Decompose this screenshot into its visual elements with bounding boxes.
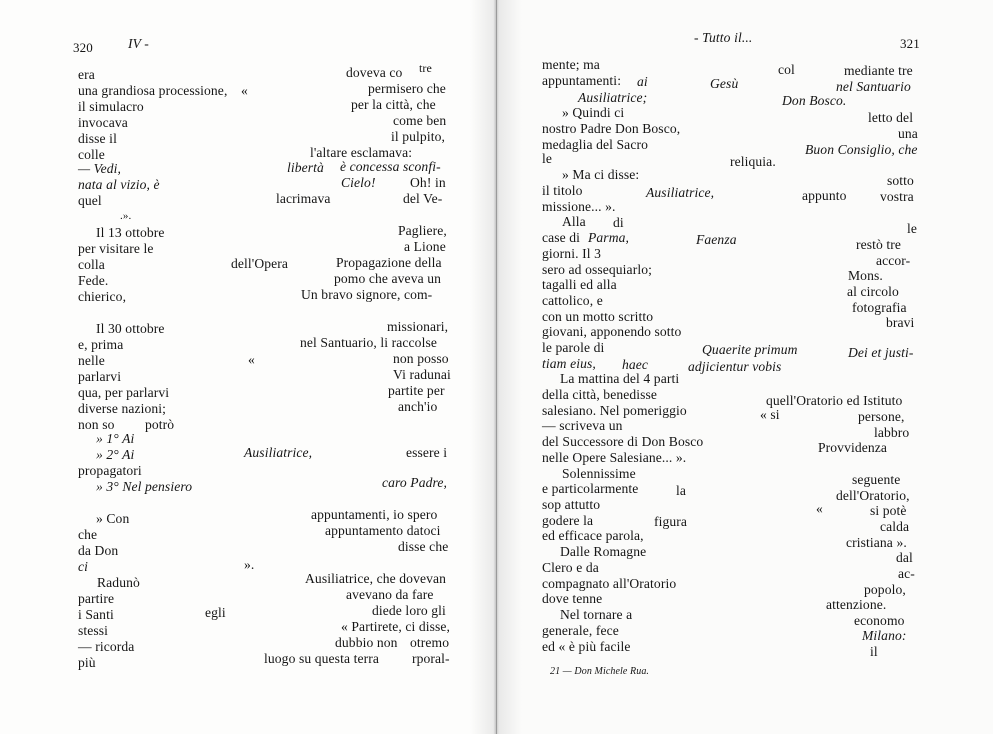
right-line-9d: vostra — [880, 189, 914, 204]
right-line-28c: dell'Oratorio, — [836, 488, 910, 503]
left-line-32b: avevano da fare — [346, 587, 434, 602]
right-line-37b: Milano: — [862, 628, 907, 643]
right-line-25a: del Successore di Don Bosco — [542, 434, 704, 449]
right-line-36a: Nel tornare a — [560, 607, 633, 622]
left-line-33b: egli — [205, 605, 226, 620]
right-line-33b: ac- — [898, 566, 915, 581]
left-line-3a: il simulacro — [78, 99, 144, 114]
left-line-7b: libertà — [287, 160, 324, 175]
left-line-30b: ». — [244, 557, 255, 572]
right-line-34b: popolo, — [864, 582, 906, 597]
left-line-29b: disse che — [398, 539, 449, 554]
right-line-1b: col — [778, 62, 795, 77]
right-line-37a: generale, fece — [542, 623, 619, 638]
left-line-7c: è concessa sconfi- — [340, 159, 441, 174]
left-line-34a: stessi — [78, 623, 109, 638]
right-line-19b: Quaerite primum — [702, 342, 798, 357]
right-line-20b: haec — [622, 357, 649, 372]
right-line-12a: case di — [542, 230, 581, 245]
right-line-15b: al circolo — [847, 284, 899, 299]
left-line-1b: doveva co — [346, 65, 403, 80]
right-line-1c: mediante tre — [844, 63, 913, 78]
right-line-28b: la — [676, 483, 687, 498]
left-line-5b: il pulpito, — [391, 129, 445, 144]
left-line-9b: lacrimava — [276, 191, 331, 206]
left-line-35a: — ricorda — [78, 639, 135, 654]
right-line-5b: una — [898, 126, 918, 141]
left-line-29a: da Don — [78, 543, 119, 558]
right-line-38a: ed « è più facile — [542, 639, 631, 654]
left-line-23: » 1° Ai — [96, 431, 135, 446]
left-line-11b: Pagliere, — [398, 223, 447, 238]
left-line-28a: che — [78, 527, 98, 542]
right-line-32b: dal — [896, 550, 913, 565]
right-line-11a: Alla — [562, 214, 586, 229]
left-line-33a: i Santi — [78, 607, 114, 622]
left-line-28b: appuntamento datoci — [325, 523, 441, 538]
left-line-19b: Vi radunai — [393, 367, 451, 382]
left-page-number: 320 — [73, 40, 93, 55]
right-line-18: giovani, apponendo sotto — [542, 324, 682, 339]
left-line-13c: Propagazione della — [336, 255, 442, 270]
left-line-21a: diverse nazioni; — [78, 401, 167, 416]
right-line-22a: della città, benedisse — [542, 387, 658, 402]
right-line-29b: « — [816, 501, 823, 516]
right-line-2d: nel Santuario — [836, 79, 911, 94]
left-line-2b: « — [241, 83, 248, 98]
right-line-25b: Provvidenza — [818, 440, 888, 455]
right-line-14a: sero ad ossequiarlo; — [542, 262, 652, 277]
right-line-19c: Dei et justi- — [848, 345, 914, 360]
left-line-24b: Ausiliatrice, — [244, 445, 313, 460]
left-line-26b: caro Padre, — [382, 475, 448, 490]
right-line-9a: il titolo — [542, 183, 583, 198]
right-line-30b: figura — [654, 514, 688, 529]
right-footer-signature: 21 — Don Michele Rua. — [550, 666, 650, 677]
right-line-16a: cattolico, e — [542, 293, 603, 308]
right-line-24a: — scriveva un — [542, 418, 623, 433]
right-line-24b: labbro — [874, 425, 910, 440]
left-line-35b: dubbio non — [335, 635, 398, 650]
right-line-12c: Faenza — [696, 232, 737, 247]
right-line-4a: » Quindi ci — [562, 105, 625, 120]
right-line-7b: reliquia. — [730, 154, 776, 169]
left-line-15b: Un bravo signore, com- — [301, 287, 433, 302]
right-line-30c: calda — [880, 519, 910, 534]
left-line-35c: otremo — [410, 635, 450, 650]
book-gutter-fold — [496, 0, 497, 734]
right-line-28a: e particolarmente — [542, 481, 639, 496]
left-line-30a: ci — [78, 559, 89, 574]
right-line-6a: medaglia del Sacro — [542, 137, 648, 152]
right-line-35b: attenzione. — [826, 597, 887, 612]
left-line-2a: una grandiosa processione, — [78, 83, 228, 98]
right-line-36b: economo — [854, 613, 905, 628]
left-line-1a: era — [78, 67, 95, 82]
right-line-19a: le parole di — [542, 340, 605, 355]
right-line-33a: Clero e da — [542, 560, 599, 575]
right-line-11b: di — [613, 215, 624, 230]
left-line-17a: e, prima — [78, 337, 124, 352]
left-line-31b: Ausiliatrice, che dovevan — [305, 571, 447, 586]
left-line-1c: tre — [419, 61, 432, 75]
right-line-9b: Ausiliatrice, — [646, 185, 715, 200]
right-line-38b: il — [870, 644, 878, 659]
left-line-26a: » 3° Nel pensiero — [96, 479, 193, 494]
left-page — [0, 0, 496, 734]
right-line-14b: Mons. — [848, 268, 883, 283]
right-line-10: missione... ». — [542, 199, 616, 214]
left-line-8c: Oh! in — [410, 175, 446, 190]
left-line-13a: colla — [78, 257, 105, 272]
left-line-7a: — Vedi, — [78, 161, 121, 176]
right-line-31a: ed efficace parola, — [542, 528, 644, 543]
right-line-4b: letto del — [868, 110, 914, 125]
right-line-32a: Dalle Romagne — [560, 544, 647, 559]
right-line-20c: adjicientur vobis — [688, 359, 782, 374]
left-line-18a: nelle — [78, 353, 105, 368]
right-line-29a: sop attutto — [542, 497, 601, 512]
left-line-33c: diede loro gli — [372, 603, 446, 618]
right-line-34a: compagnato all'Oratorio — [542, 576, 677, 591]
left-line-18b: « — [248, 352, 255, 367]
left-line-5a: disse il — [78, 131, 117, 146]
left-line-27a: » Con — [96, 511, 130, 526]
left-line-4a: invocava — [78, 115, 128, 130]
right-line-30a: godere la — [542, 513, 594, 528]
left-line-18c: non posso — [393, 351, 449, 366]
left-line-31a: Radunò — [97, 575, 140, 590]
right-line-12d: restò tre — [856, 237, 902, 252]
right-line-12b: Parma, — [588, 230, 630, 245]
left-line-36b: luogo su questa terra — [264, 651, 379, 666]
left-line-24a: » 2° Ai — [96, 447, 135, 462]
right-line-5a: nostro Padre Don Bosco, — [542, 121, 681, 136]
left-line-11a: Il 13 ottobre — [96, 225, 165, 240]
right-line-17b: bravi — [886, 315, 915, 330]
right-line-27a: Solennissime — [562, 466, 636, 481]
right-running-head: - Tutto il... — [694, 30, 753, 45]
left-line-16a: Il 30 ottobre — [96, 321, 165, 336]
right-line-22b: quell'Oratorio ed Istituto — [766, 393, 903, 408]
right-line-9c: appunto — [802, 188, 847, 203]
right-line-3a: Ausiliatrice; — [578, 90, 648, 105]
right-line-13b: accor- — [876, 253, 911, 268]
right-line-8a: » Ma ci disse: — [562, 167, 640, 182]
left-line-19a: parlarvi — [78, 369, 122, 384]
left-line-36c: rporal- — [412, 651, 450, 666]
right-page-number: 321 — [900, 36, 920, 51]
left-running-head: IV - — [128, 36, 149, 51]
left-line-21b: anch'io — [398, 399, 438, 414]
left-line-14b: pomo che aveva un — [334, 271, 442, 286]
right-line-13a: giorni. Il 3 — [542, 246, 601, 261]
left-line-3b: per la città, che — [351, 97, 436, 112]
left-line-16b: missionari, — [387, 319, 449, 334]
left-line-20a: qua, per parlarvi — [78, 385, 170, 400]
right-line-23b: « si — [760, 407, 780, 422]
left-line-8b: Cielo! — [341, 175, 376, 190]
left-line-6a: colle — [78, 147, 105, 162]
left-line-9c: del Ve- — [403, 191, 443, 206]
right-line-17a: con un motto scritto — [542, 309, 654, 324]
left-line-17b: nel Santuario, li raccolse — [300, 335, 437, 350]
right-line-6b: Buon Consiglio, che — [805, 142, 918, 157]
left-line-6b: l'altare esclamava: — [310, 145, 413, 160]
right-line-11c: le — [907, 221, 918, 236]
left-line-4b: come ben — [393, 113, 447, 128]
right-line-29c: si potè — [870, 503, 907, 518]
right-line-26: nelle Opere Salesiane... ». — [542, 450, 687, 465]
right-line-35a: dove tenne — [542, 591, 603, 606]
right-line-16b: fotografia — [852, 300, 907, 315]
left-line-2c: permisero che — [368, 81, 446, 96]
left-line-22b: potrò — [145, 417, 175, 432]
left-line-34b: « Partirete, ci disse, — [341, 619, 451, 634]
left-line-8a: nata al vizio, è — [78, 177, 160, 192]
right-line-23a: salesiano. Nel pomeriggio — [542, 403, 687, 418]
right-line-2a: appuntamenti: — [542, 73, 622, 88]
left-line-20b: partite per — [388, 383, 445, 398]
right-line-3b: Don Bosco. — [782, 93, 847, 108]
left-line-12a: per visitare le — [78, 241, 154, 256]
left-line-9a: quel — [78, 193, 102, 208]
left-line-24c: essere i — [406, 445, 448, 460]
right-line-23c: persone, — [858, 409, 905, 424]
left-line-13b: dell'Opera — [231, 256, 289, 271]
right-line-15a: tagalli ed alla — [542, 277, 617, 292]
right-line-2b: ai — [637, 74, 648, 89]
right-page — [496, 0, 993, 734]
left-line-36a: più — [78, 655, 96, 670]
right-line-2c: Gesù — [710, 76, 739, 91]
right-line-20a: tiam eius, — [542, 356, 596, 371]
left-line-32a: partire — [78, 591, 115, 606]
right-line-7a: le — [542, 151, 553, 166]
left-line-25: propagatori — [78, 463, 142, 478]
right-line-8b: sotto — [887, 173, 914, 188]
left-line-22a: non so — [78, 417, 115, 432]
right-line-21: La mattina del 4 parti — [560, 371, 680, 386]
right-line-27b: seguente — [852, 472, 901, 487]
left-line-14a: Fede. — [78, 273, 109, 288]
left-line-15a: chierico, — [78, 289, 127, 304]
left-line-27b: appuntamenti, io spero — [311, 507, 438, 522]
right-line-1a: mente; ma — [542, 57, 600, 72]
left-line-10: .». — [120, 210, 132, 222]
left-line-12b: a Lione — [404, 239, 446, 254]
right-line-31b: cristiana ». — [846, 535, 907, 550]
